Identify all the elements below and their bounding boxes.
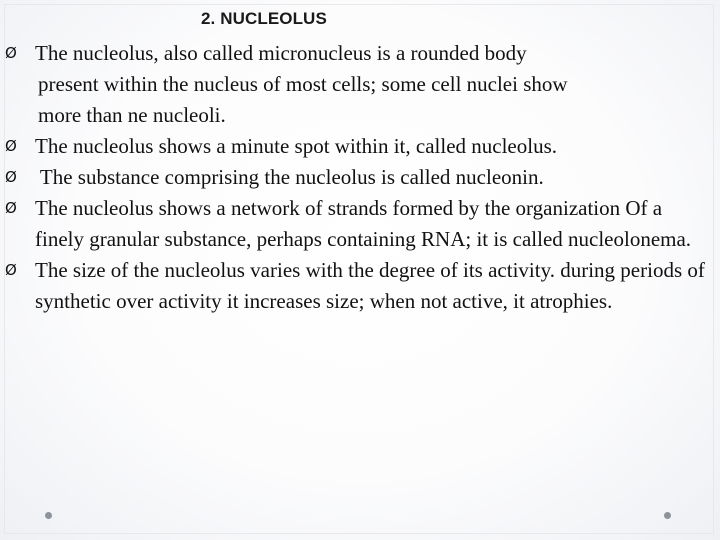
bullet-text: The size of the nucleolus varies with the degree of its activity. during periods of synthetic over activity it increases size; when not active, it atrophies.: [35, 258, 705, 313]
bullet-item: [0, 131, 720, 162]
bullet-item: [0, 162, 720, 193]
bullet-text: The nucleolus shows a minute spot within it, called nucleolus.: [35, 134, 557, 158]
bullet-item: [0, 255, 720, 317]
bullet-text: The nucleolus shows a network of strands formed by the organization Of a finely granular substance, perhaps containing RNA; it is called nucleolonema.: [35, 196, 692, 251]
bullet-line: more than ne nucleoli.: [38, 103, 226, 127]
bullet-list: [0, 38, 720, 317]
arrowhead-bullet-icon: Ø: [5, 137, 17, 155]
decorative-dot-icon: [664, 512, 671, 519]
arrowhead-bullet-icon: Ø: [5, 168, 17, 186]
decorative-dot-icon: [45, 512, 52, 519]
bullet-item: [0, 38, 720, 131]
bullet-text: The substance comprising the nucleolus is called nucleonin.: [35, 165, 544, 189]
arrowhead-bullet-icon: Ø: [5, 261, 17, 279]
arrowhead-bullet-icon: Ø: [5, 199, 17, 217]
bullet-line: present within the nucleus of most cells; some cell nuclei show: [38, 72, 568, 96]
arrowhead-bullet-icon: Ø: [5, 44, 17, 62]
bullet-line: The nucleolus, also called micronucleus is a rounded body: [35, 41, 527, 65]
bullet-text: [35, 38, 714, 131]
bullet-item: [0, 193, 720, 255]
slide-title: 2. NUCLEOLUS: [201, 9, 327, 28]
